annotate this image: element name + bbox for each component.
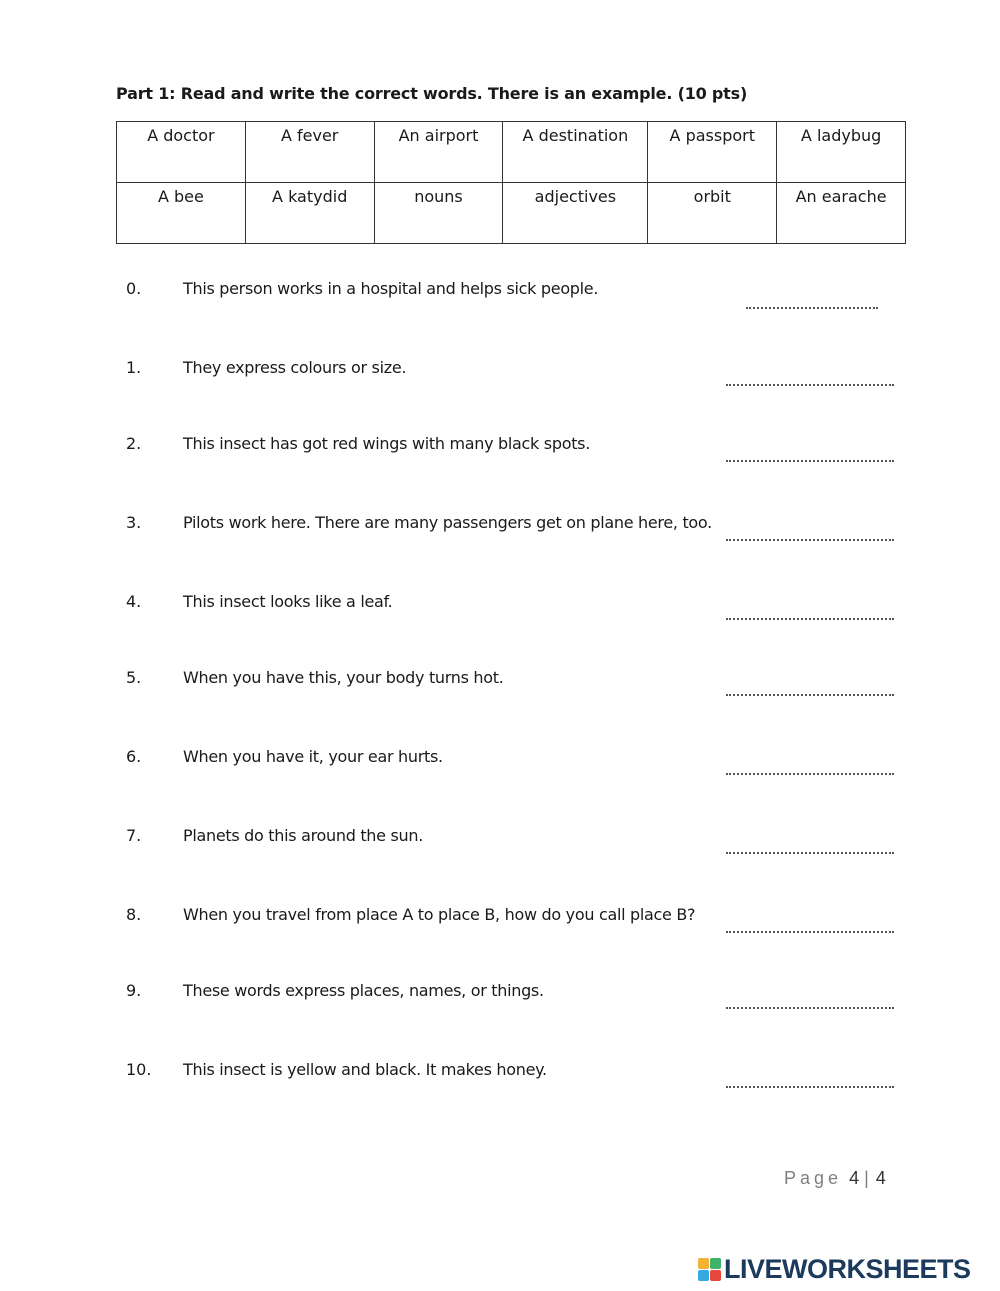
answer-blank[interactable] [726, 446, 894, 462]
answer-blank[interactable] [726, 604, 894, 620]
answer-blank[interactable] [726, 838, 894, 854]
question-text: This insect is yellow and black. It makes honey. [183, 1060, 547, 1079]
page-number: 4 [849, 1168, 860, 1188]
question-text: This person works in a hospital and helps sick people. [183, 279, 599, 298]
word-bank-cell: A ladybug [777, 122, 906, 183]
page-number-footer [784, 1168, 886, 1189]
question-number: 7. [126, 826, 142, 845]
question-number: 10. [126, 1060, 152, 1079]
question-number: 2. [126, 434, 142, 453]
question-number: 4. [126, 592, 142, 611]
word-bank-row [117, 122, 906, 183]
liveworksheets-logo-icon [698, 1258, 721, 1281]
question-row-10 [0, 1060, 1000, 1100]
question-row-1 [0, 358, 1000, 398]
question-text: When you travel from place A to place B, how do you call place B? [183, 905, 696, 924]
page-label: Page [784, 1168, 843, 1188]
question-number: 8. [126, 905, 142, 924]
question-text: Planets do this around the sun. [183, 826, 423, 845]
word-bank-cell: adjectives [503, 183, 648, 244]
question-text: This insect looks like a leaf. [183, 592, 393, 611]
question-text: These words express places, names, or things. [183, 981, 544, 1000]
page-total: 4 [875, 1168, 886, 1188]
answer-blank[interactable] [726, 917, 894, 933]
question-text: This insect has got red wings with many black spots. [183, 434, 590, 453]
word-bank-cell: A destination [503, 122, 648, 183]
answer-blank[interactable] [726, 525, 894, 541]
word-bank-cell: nouns [374, 183, 503, 244]
answer-blank[interactable] [726, 370, 894, 386]
question-number: 0. [126, 279, 142, 298]
liveworksheets-brand [698, 1254, 971, 1284]
word-bank-cell: An airport [374, 122, 503, 183]
question-number: 9. [126, 981, 142, 1000]
word-bank-cell: orbit [648, 183, 777, 244]
question-row-8 [0, 905, 1000, 945]
word-bank-cell: An earache [777, 183, 906, 244]
word-bank-cell: A bee [117, 183, 246, 244]
answer-blank[interactable] [726, 1072, 894, 1088]
question-number: 6. [126, 747, 142, 766]
question-number: 3. [126, 513, 142, 532]
question-number: 1. [126, 358, 142, 377]
answer-blank[interactable] [726, 759, 894, 775]
example-answer-blank[interactable] [746, 293, 878, 309]
question-text: They express colours or size. [183, 358, 407, 377]
word-bank-cell: A passport [648, 122, 777, 183]
word-bank-cell: A katydid [245, 183, 374, 244]
brand-name: LIVEWORKSHEETS [724, 1253, 971, 1284]
question-row-9 [0, 981, 1000, 1021]
word-bank-table [116, 121, 906, 244]
word-bank-cell: A doctor [117, 122, 246, 183]
question-row-0 [0, 279, 1000, 319]
part-title: Part 1: Read and write the correct words. There is an example. (10 pts) [116, 84, 748, 103]
question-row-5 [0, 668, 1000, 708]
page-separator: | [864, 1168, 869, 1188]
word-bank-cell: A fever [245, 122, 374, 183]
question-row-7 [0, 826, 1000, 866]
question-row-2 [0, 434, 1000, 474]
question-row-6 [0, 747, 1000, 787]
question-number: 5. [126, 668, 142, 687]
question-text: When you have this, your body turns hot. [183, 668, 504, 687]
question-row-4 [0, 592, 1000, 632]
question-row-3 [0, 513, 1000, 553]
word-bank-row [117, 183, 906, 244]
question-text: When you have it, your ear hurts. [183, 747, 443, 766]
answer-blank[interactable] [726, 993, 894, 1009]
question-text: Pilots work here. There are many passengers get on plane here, too. [183, 513, 712, 532]
answer-blank[interactable] [726, 680, 894, 696]
